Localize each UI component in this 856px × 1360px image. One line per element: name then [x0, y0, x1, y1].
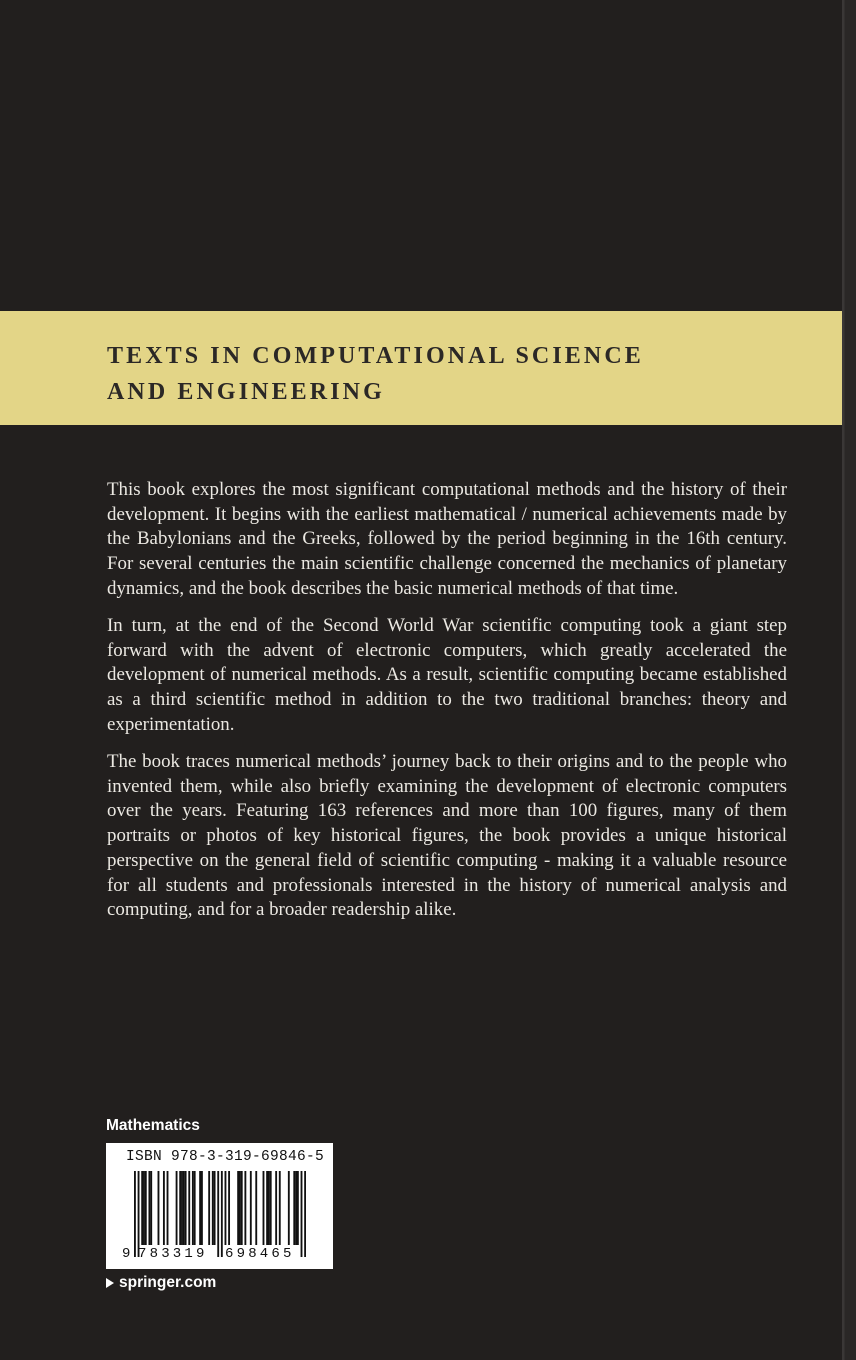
barcode-bar — [179, 1171, 181, 1245]
barcode-bar — [188, 1171, 190, 1245]
barcode-bar — [183, 1171, 185, 1245]
barcode-bar — [266, 1171, 268, 1245]
barcode-bar — [225, 1171, 227, 1245]
barcode-bar — [295, 1171, 297, 1245]
barcode-bar — [221, 1171, 223, 1257]
barcode-bar — [297, 1171, 299, 1245]
series-title-line2: AND ENGINEERING — [107, 379, 385, 405]
barcode-bar — [301, 1171, 303, 1257]
series-band — [0, 311, 842, 425]
barcode-bar — [194, 1171, 196, 1245]
barcode-bar — [268, 1171, 270, 1245]
barcode-bar — [214, 1171, 216, 1245]
barcode-bar — [241, 1171, 243, 1245]
barcode-bar — [138, 1171, 140, 1257]
series-title-line1: TEXTS IN COMPUTATIONAL SCIENCE — [107, 343, 644, 369]
website-link[interactable] — [106, 1274, 216, 1292]
barcode-bar — [185, 1171, 187, 1245]
barcode-bar — [250, 1171, 252, 1245]
barcode-bar — [141, 1171, 143, 1245]
barcode-icon — [134, 1171, 306, 1257]
barcode-bar — [270, 1171, 272, 1245]
barcode-bar — [145, 1171, 147, 1245]
barcode-bar — [275, 1171, 277, 1245]
barcode-bar — [150, 1171, 152, 1245]
barcode-bar — [143, 1171, 145, 1245]
ean-left-group: 783319 — [138, 1246, 208, 1262]
ean-first-digit: 9 — [122, 1246, 131, 1262]
barcode-bar — [237, 1171, 239, 1245]
barcode-bar — [288, 1171, 290, 1245]
barcode-bar — [304, 1171, 306, 1257]
barcode-bar — [201, 1171, 203, 1245]
barcode-bar — [181, 1171, 183, 1245]
barcode-bar — [163, 1171, 165, 1245]
barcode-bar — [263, 1171, 265, 1245]
series-title — [107, 338, 644, 410]
barcode-box — [106, 1143, 333, 1269]
play-triangle-icon — [106, 1278, 114, 1288]
barcode-bar — [255, 1171, 257, 1245]
barcode-bar — [158, 1171, 160, 1245]
isbn-label: ISBN 978-3-319-69846-5 — [126, 1149, 325, 1165]
barcode-bar — [134, 1171, 136, 1257]
barcode-bar — [199, 1171, 201, 1245]
barcode-bar — [148, 1171, 150, 1245]
barcode-bar — [228, 1171, 230, 1245]
barcode-bar — [217, 1171, 219, 1257]
blurb-paragraph-2: In turn, at the end of the Second World War scientific computing took a giant step forward with the advent of electronic computers, which greatly accelerated the development of numerical methods. As a result, scientific computing became established as a third scientific method in addition to the two traditional branches: theory and experimentation. — [107, 615, 787, 735]
subject-label: Mathematics — [106, 1117, 200, 1134]
barcode-bar — [244, 1171, 246, 1245]
barcode-bar — [167, 1171, 169, 1245]
blurb — [107, 478, 787, 935]
blurb-paragraph-3: The book traces numerical methods’ journey back to their origins and to the people who invented them, while also briefly examining the development of electronic computers over the years. Featuring 163 references and more than 100 figures, many of them portraits or photos of key historical figures, the book provides a unique historical perspective on the general field of scientific computing - making it a valuable resource for all students and professionals interested in the history of numerical analysis and computing, and for a broader readership alike. — [107, 751, 787, 921]
barcode-bar — [239, 1171, 241, 1245]
ean-right-group: 698465 — [225, 1246, 295, 1262]
barcode-bar — [192, 1171, 194, 1245]
barcode-bar — [293, 1171, 295, 1245]
barcode-bar — [208, 1171, 210, 1245]
website-label: springer.com — [119, 1274, 217, 1291]
spine-edge — [842, 0, 856, 1360]
barcode-bar — [279, 1171, 281, 1245]
blurb-paragraph-1: This book explores the most significant computational methods and the history of their development. It begins with the earliest mathematical / numerical achievements made by the Babylonians and the Greeks, followed by the period beginning in the 16th century. For several centuries the main scientific challenge concerned the mechanics of planetary dynamics, and the book describes the basic numerical methods of that time. — [107, 479, 787, 599]
barcode-bar — [176, 1171, 178, 1245]
barcode-bar — [212, 1171, 214, 1245]
